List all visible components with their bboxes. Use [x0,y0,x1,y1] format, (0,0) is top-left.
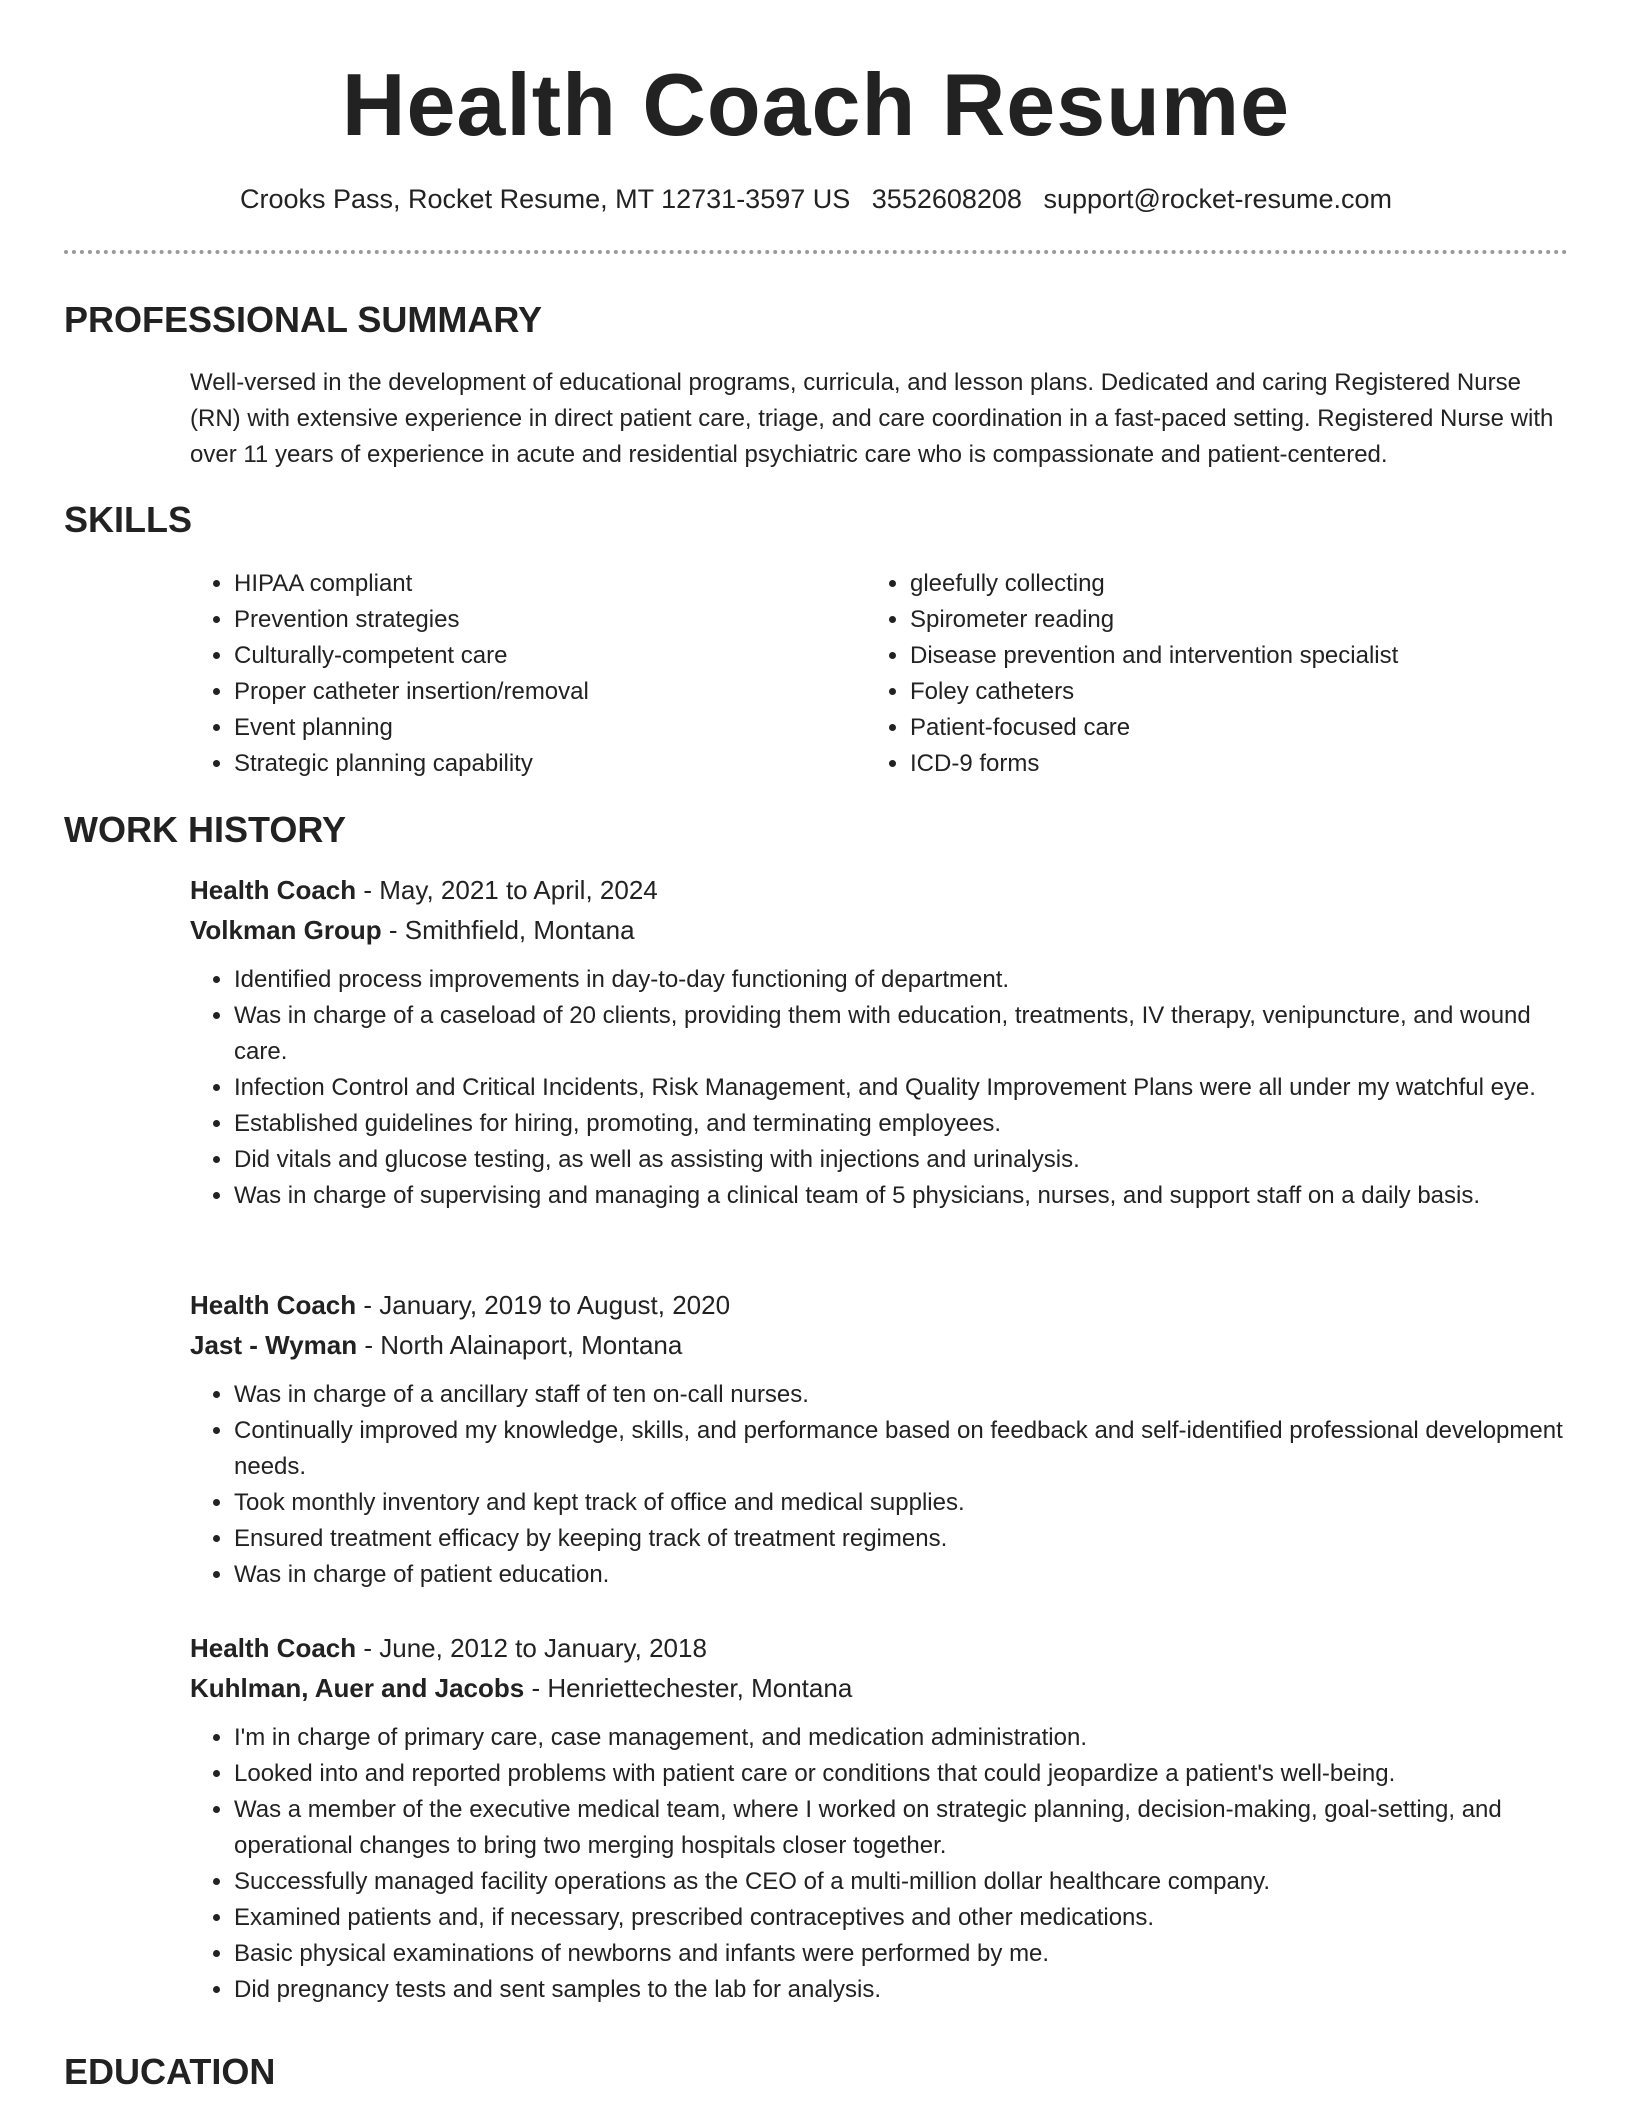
job-entry [190,1628,1570,2008]
job-location: - North Alainaport, Montana [357,1330,683,1360]
education-heading: EDUCATION [64,2051,276,2092]
contact-email: support@rocket-resume.com [1043,184,1392,214]
job-bullets [190,1377,1570,1593]
skill-item: • gleefully collecting [910,566,1398,602]
job-bullet: • Did pregnancy tests and sent samples to the lab for analysis. [234,1972,1570,2008]
job-bullet: • Continually improved my knowledge, skills, and performance based on feedback and self-identified professional development needs. [234,1413,1570,1485]
job-bullet: • Was in charge of patient education. [234,1557,1570,1593]
job-bullet: • Successfully managed facility operations as the CEO of a multi-million dollar healthcare company. [234,1864,1570,1900]
header-divider [64,250,1568,254]
contact-line [0,182,1632,216]
job-company: Kuhlman, Auer and Jacobs [190,1673,525,1703]
job-bullet: • Looked into and reported problems with patient care or conditions that could jeopardize a patient's well-being. [234,1756,1570,1792]
job-entry [190,1285,1570,1593]
job-bullet: • Examined patients and, if necessary, prescribed contraceptives and other medications. [234,1900,1570,1936]
job-entry [190,870,1570,1214]
skill-item: • Proper catheter insertion/removal [234,674,589,710]
skill-item: • Spirometer reading [910,602,1398,638]
skills-heading: SKILLS [64,499,193,540]
job-bullet: • Established guidelines for hiring, promoting, and terminating employees. [234,1106,1570,1142]
job-bullet: • Infection Control and Critical Incidents, Risk Management, and Quality Improvement Plans were all under my watchful eye. [234,1070,1570,1106]
job-bullets [190,962,1570,1214]
work-heading: WORK HISTORY [64,809,347,850]
resume-title: Health Coach Resume [341,55,1291,154]
job-bullet: • Was a member of the executive medical team, where I worked on strategic planning, decision-making, goal-setting, and operational changes to bring two merging hospitals closer together. [234,1792,1570,1864]
job-role: Health Coach [190,1290,357,1320]
skill-item: • Foley catheters [910,674,1398,710]
job-company-line [190,1668,1570,1708]
skill-item: • Strategic planning capability [234,746,589,782]
skill-item: • Event planning [234,710,589,746]
job-bullets [190,1720,1570,2008]
job-title-line [190,1285,1570,1325]
job-dates: - June, 2012 to January, 2018 [356,1633,707,1663]
job-location: - Henriettechester, Montana [524,1673,853,1703]
skill-item: • Disease prevention and intervention specialist [910,638,1398,674]
job-bullet: • Was in charge of supervising and managing a clinical team of 5 physicians, nurses, and support staff on a daily basis. [234,1178,1570,1214]
job-dates: - January, 2019 to August, 2020 [356,1290,731,1320]
summary-heading: PROFESSIONAL SUMMARY [64,299,543,340]
job-company: Volkman Group [190,915,382,945]
job-company-line [190,1325,1570,1365]
skill-item: • ICD-9 forms [910,746,1398,782]
skill-item: • Prevention strategies [234,602,589,638]
job-bullet: • Basic physical examinations of newborns and infants were performed by me. [234,1936,1570,1972]
job-bullet: • I'm in charge of primary care, case management, and medication administration. [234,1720,1570,1756]
job-bullet: • Took monthly inventory and kept track of office and medical supplies. [234,1485,1570,1521]
skills-list-left [190,566,589,782]
job-location: - Smithfield, Montana [381,915,635,945]
contact-phone: 3552608208 [871,184,1022,214]
contact-address: Crooks Pass, Rocket Resume, MT 12731-3597 US [239,184,851,214]
job-bullet: • Ensured treatment efficacy by keeping track of treatment regimens. [234,1521,1570,1557]
job-company-line [190,910,1570,950]
job-title-line [190,1628,1570,1668]
summary-text: Well-versed in the development of educational programs, curricula, and lesson plans. Dedicated and caring Registered Nurse (RN) with extensive experience in direct patient care, triage, and care coordination in a fast-paced setting. Registered Nurse with over 11 years of experience in acute and residential psychiatric care who is compassionate and patient-centered. [190,369,1554,468]
skills-list-right [866,566,1398,782]
skill-item: • HIPAA compliant [234,566,589,602]
skill-item: • Culturally-competent care [234,638,589,674]
job-title-line [190,870,1570,910]
job-dates: - May, 2021 to April, 2024 [356,875,658,905]
job-bullet: • Identified process improvements in day-to-day functioning of department. [234,962,1570,998]
job-company: Jast - Wyman [190,1330,358,1360]
job-role: Health Coach [190,875,357,905]
job-bullet: • Did vitals and glucose testing, as well as assisting with injections and urinalysis. [234,1142,1570,1178]
skill-item: • Patient-focused care [910,710,1398,746]
job-bullet: • Was in charge of a caseload of 20 clients, providing them with education, treatments, IV therapy, venipuncture, and wound care. [234,998,1570,1070]
job-bullet: • Was in charge of a ancillary staff of ten on-call nurses. [234,1377,1570,1413]
job-role: Health Coach [190,1633,357,1663]
